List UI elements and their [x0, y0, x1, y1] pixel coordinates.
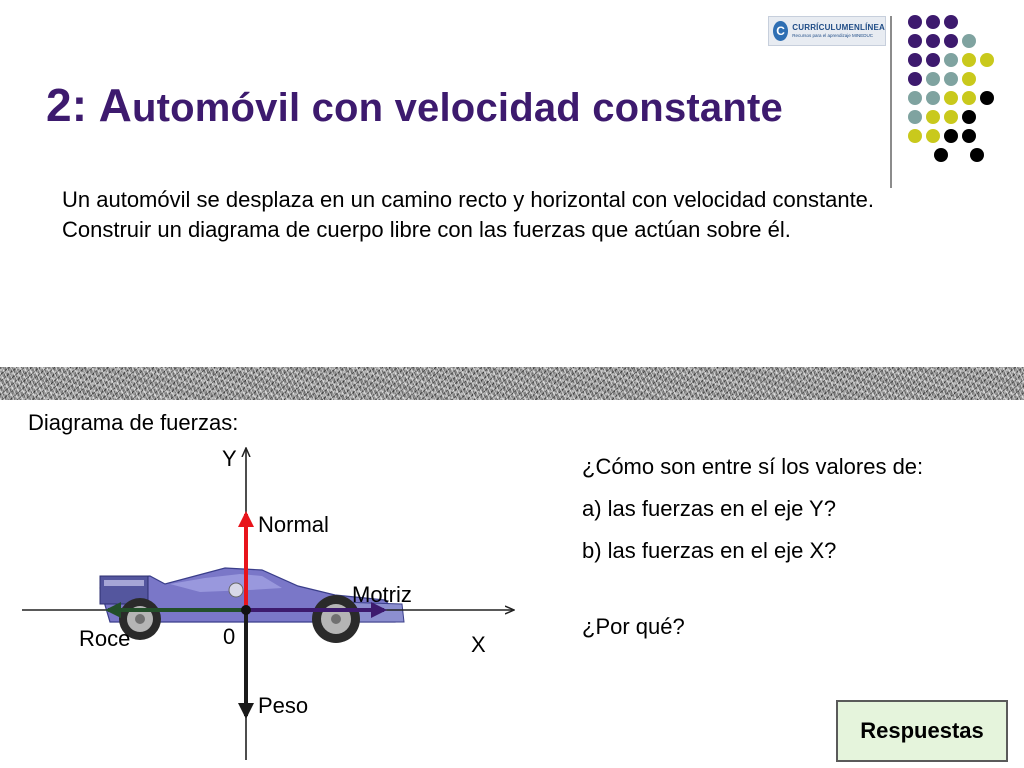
origin-label: 0	[223, 624, 236, 649]
x-axis-label: X	[471, 632, 486, 657]
decorative-dots-icon	[905, 10, 1015, 170]
decorative-dot	[934, 148, 948, 162]
decorative-dot	[962, 129, 976, 143]
decorative-dot	[908, 91, 922, 105]
decorative-dot	[908, 72, 922, 86]
decorative-dot	[926, 110, 940, 124]
header-divider	[890, 16, 892, 188]
weight-force-label: Peso	[258, 693, 309, 718]
decorative-dot	[926, 34, 940, 48]
decorative-dot	[944, 129, 958, 143]
decorative-dot	[908, 15, 922, 29]
logo-subtitle: Recursos para el aprendizaje MINEDUC	[792, 32, 874, 38]
decorative-dot	[944, 34, 958, 48]
logo-name: CURRÍCULUMENLÍNEA	[792, 22, 885, 32]
decorative-dot	[962, 110, 976, 124]
y-axis-label: Y	[222, 446, 237, 471]
decorative-dot	[926, 53, 940, 67]
decorative-dot	[926, 72, 940, 86]
question-b: b) las fuerzas en el eje X?	[582, 538, 837, 563]
decorative-dot	[908, 129, 922, 143]
decorative-dot	[962, 53, 976, 67]
decorative-dot	[944, 110, 958, 124]
curriculum-en-linea-logo	[768, 16, 886, 46]
decorative-dot	[970, 148, 984, 162]
decorative-dot	[962, 34, 976, 48]
textured-divider-band	[0, 367, 1024, 400]
decorative-dot	[908, 110, 922, 124]
normal-force-label: Normal	[258, 512, 329, 537]
problem-statement: Un automóvil se desplaza en un camino recto y horizontal con velocidad constante. Construir un diagrama de cuerpo libre con las fuerzas que actúan sobre él.	[62, 187, 875, 242]
question-a: a) las fuerzas en el eje Y?	[582, 496, 836, 521]
drive-force-label: Motriz	[352, 582, 412, 607]
decorative-dot	[962, 91, 976, 105]
slide-title	[46, 78, 783, 132]
decorative-dot	[944, 72, 958, 86]
decorative-dot	[944, 15, 958, 29]
slide-title-prefix: 2: A	[46, 79, 132, 131]
decorative-dot	[980, 91, 994, 105]
decorative-dot	[944, 53, 958, 67]
answers-button[interactable]: Respuestas	[836, 700, 1008, 762]
questions-block	[582, 452, 962, 654]
logo-mark-icon: C	[773, 21, 788, 41]
decorative-dot	[908, 34, 922, 48]
diagram-heading: Diagrama de fuerzas:	[28, 410, 239, 435]
decorative-dot	[926, 15, 940, 29]
decorative-dot	[926, 129, 940, 143]
decorative-dot	[908, 53, 922, 67]
question-why: ¿Por qué?	[582, 614, 685, 639]
slide-title-rest: utomóvil con velocidad constante	[132, 86, 783, 130]
decorative-dot	[926, 91, 940, 105]
decorative-dot	[944, 91, 958, 105]
free-body-diagram	[0, 440, 560, 768]
friction-force-label: Roce	[79, 626, 131, 651]
origin-point	[241, 605, 251, 615]
question-intro: ¿Cómo son entre sí los valores de:	[582, 454, 924, 479]
decorative-dot	[980, 53, 994, 67]
decorative-dot	[962, 72, 976, 86]
